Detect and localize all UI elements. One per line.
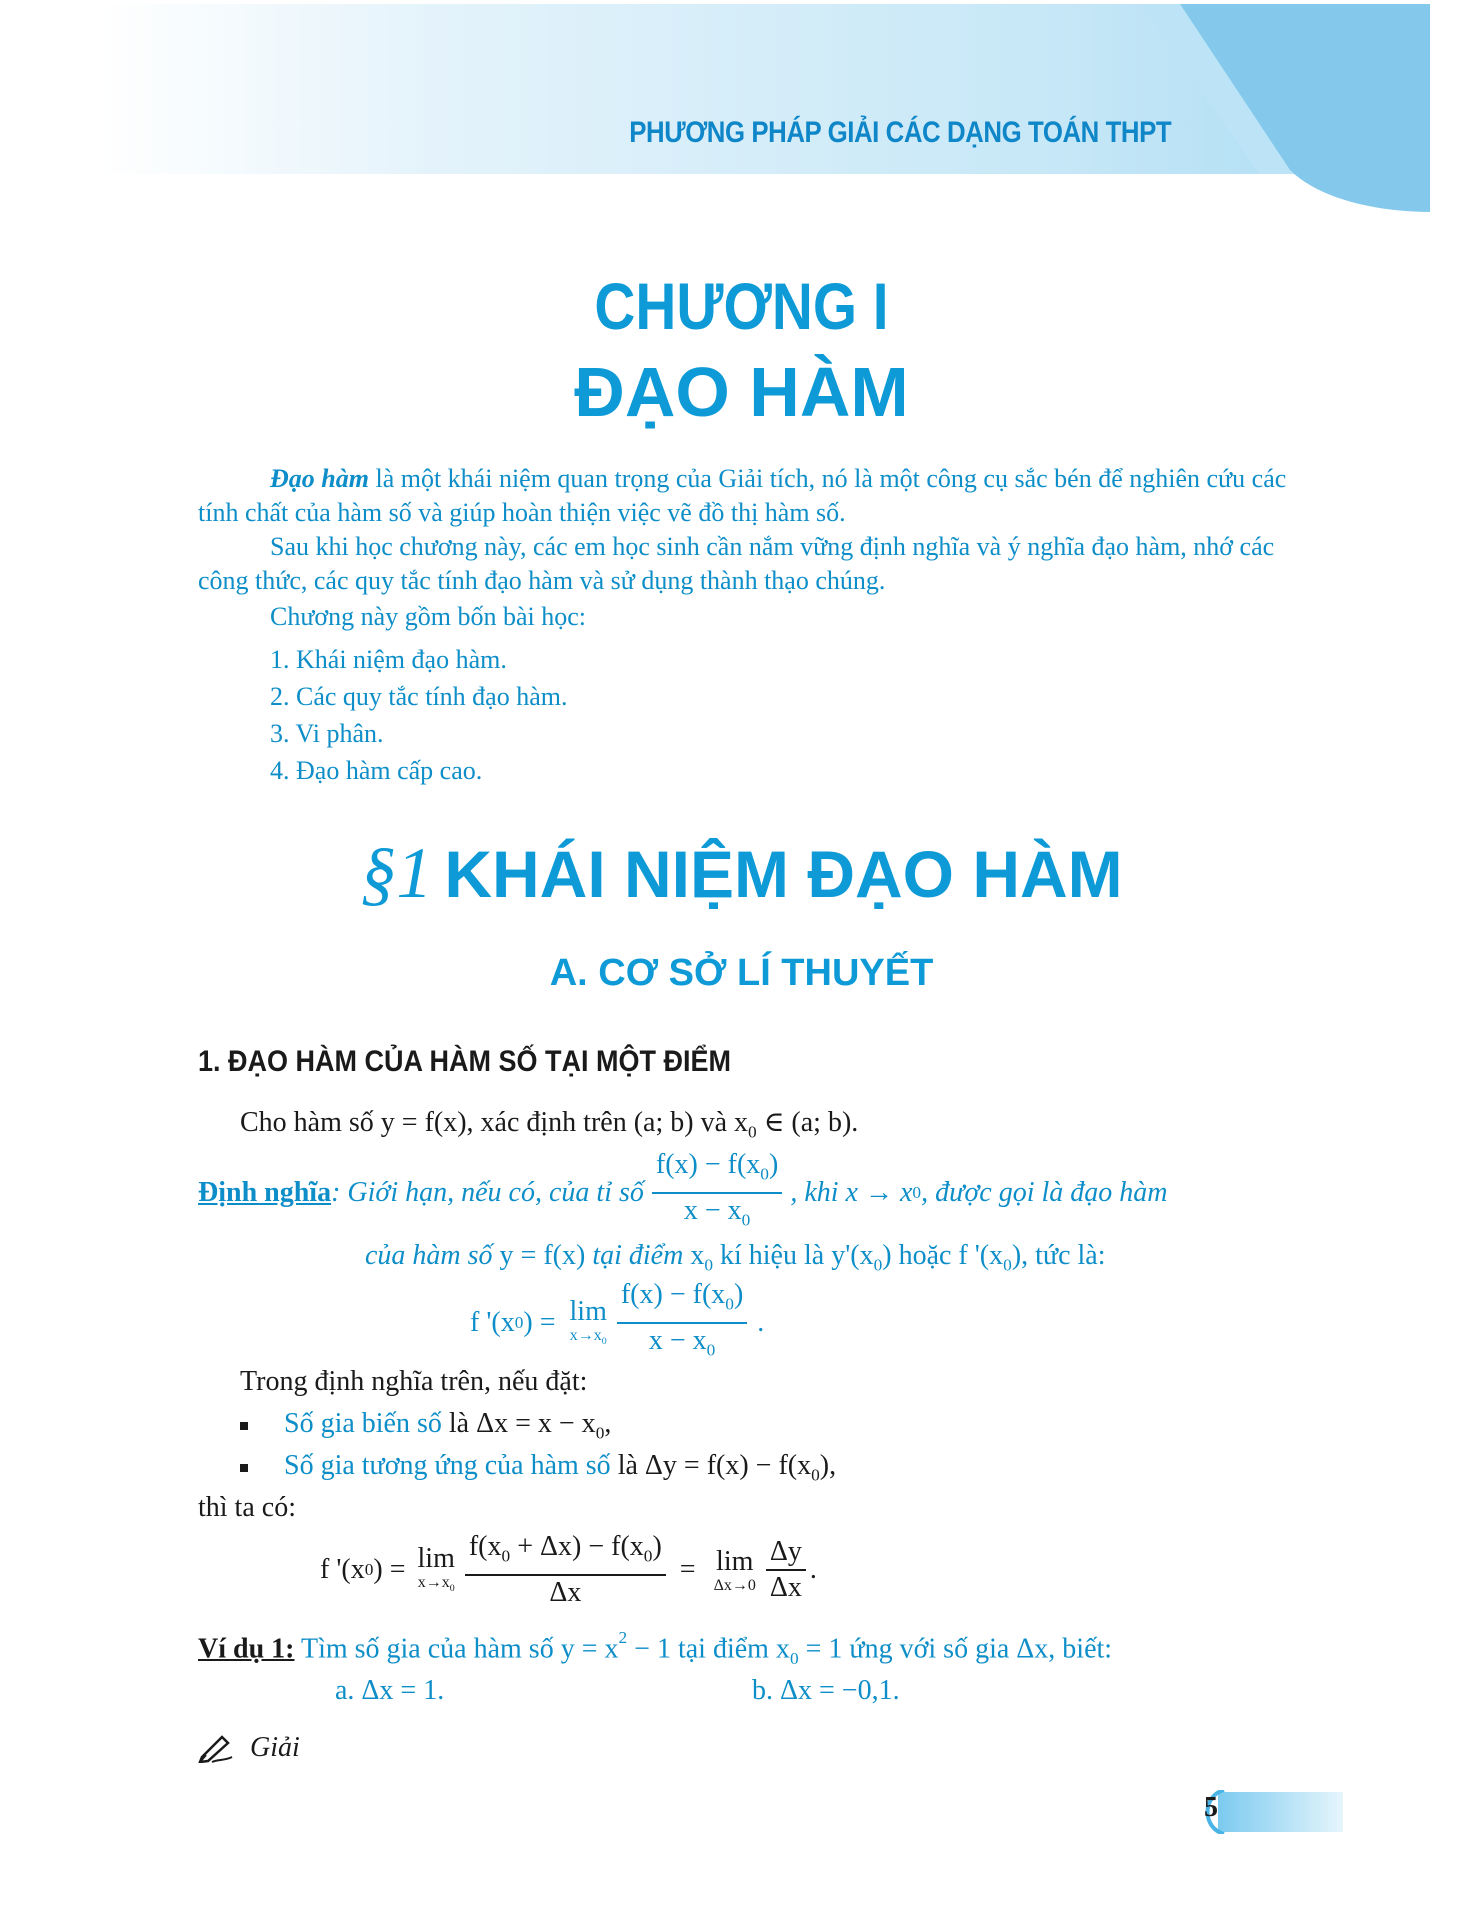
intro-paragraph-1: Đạo hàm là một khái niệm quan trọng của Giải tích, nó là một công cụ sắc bén để nghiên cứu các tính chất của hàm số và giúp hoàn thiện việc vẽ đồ thị hàm số. (198, 464, 1287, 527)
chapter-number: CHƯƠNG I (594, 269, 889, 343)
lesson-item: 3. Vi phân. (270, 719, 384, 748)
body-line-thi-ta-co: thì ta có: (198, 1492, 296, 1523)
heading-derivative-at-point: 1. ĐẠO HÀM CỦA HÀM SỐ TẠI MỘT ĐIỂM (198, 1045, 731, 1078)
definition-label: Định nghĩa (198, 1176, 332, 1208)
bullet-item-2: Số gia tương ứng của hàm số là $\Delta y = f(x) - f(x_0)$, (240, 1450, 836, 1486)
intro-paragraph-2: Sau khi học chương này, các em học sinh cần nắm vững định nghĩa và ý nghĩa đạo hàm, nhớ các công thức, các quy tắc tính đạo hàm và sử dụng thành thạo chúng. (198, 532, 1275, 595)
ratio-fraction: $\frac{f(x) - f(x_0)}{x - x_0}$ (652, 1148, 782, 1237)
chapter-intro (198, 462, 1288, 634)
header-title: PHƯƠNG PHÁP GIẢI CÁC DẠNG TOÁN THPT (628, 116, 1171, 149)
chapter-title: ĐẠO HÀM (574, 353, 909, 431)
difference-quotient: $\frac{f(x) - f(x_0)}{x - x_0}$ (617, 1278, 747, 1367)
increment-formula: f '(x 0 ) = lim $x\to x_0$ $\frac{f(x_0 + \Delta x) - f(x_0)}{\Delta x}$ = lim Δx→0 $\frac{\Delta y}{\Delta x}$ . (320, 1531, 817, 1608)
bullet-icon (240, 1464, 248, 1472)
limit-operator: lim $x\to x_0$ (417, 1542, 455, 1594)
pen-writing-icon (198, 1733, 236, 1763)
limit-operator: lim Δx→0 (713, 1545, 756, 1594)
definition-line-2: của hàm số y = f(x) tại điểm $x_0$ kí hiệu là $y'(x_0)$ hoặc f '$(x_0)$, tức là: (365, 1240, 1106, 1275)
lesson-item: 4. Đạo hàm cấp cao. (270, 756, 483, 785)
example-1: Ví dụ 1: Tìm số gia của hàm số $y = x^2 - 1$ tại điểm $x_0 = 1$ ứng với số gia Δx, biết: (198, 1628, 1113, 1668)
subsection-title: A. CƠ SỞ LÍ THUYẾT (549, 952, 934, 994)
bullet-icon (240, 1422, 248, 1430)
lesson-item: 2. Các quy tắc tính đạo hàm. (270, 682, 568, 711)
bullet-item-1: Số gia biến số là $\Delta x = x - x_0$, (240, 1408, 611, 1444)
page-number-badge (1198, 1790, 1343, 1834)
increment-quotient: $\frac{f(x_0 + \Delta x) - f(x_0)}{\Delta x}$ (465, 1530, 666, 1610)
example-option-b: b. Δx = −0,1. (752, 1675, 900, 1706)
definition-line-1: Định nghĩa : Giới hạn, nếu có, của tỉ số $\frac{f(x) - f(x_0)}{x - x_0}$ , khi x → x 0 , được gọi là đạo hàm (198, 1148, 1167, 1237)
body-line-1: Cho hàm số y = f(x), xác định trên (a; b) và $x_0$ ∈ (a; b). (240, 1107, 859, 1142)
example-option-a: a. Δx = 1. (335, 1675, 445, 1706)
delta-quotient: $\frac{\Delta y}{\Delta x}$ (766, 1535, 806, 1605)
derivative-formula: f '(x 0 ) = lim $x\to x_0$ $\frac{f(x) - f(x_0)}{x - x_0}$ . (470, 1278, 764, 1367)
lesson-item: 1. Khái niệm đạo hàm. (270, 645, 507, 674)
body-line-trong: Trong định nghĩa trên, nếu đặt: (240, 1366, 588, 1397)
example-label: Ví dụ 1: (198, 1633, 295, 1665)
solution-heading: Giải (198, 1732, 300, 1764)
header-band (0, 0, 1483, 215)
section-symbol: §1 (360, 833, 433, 913)
limit-operator: lim $x\to x_0$ (569, 1295, 607, 1347)
page-number: 5 (1204, 1792, 1218, 1823)
intro-paragraph-3: Chương này gồm bốn bài học: (270, 602, 586, 631)
section-title: §1 KHÁI NIỆM ĐẠO HÀM (360, 833, 1123, 913)
